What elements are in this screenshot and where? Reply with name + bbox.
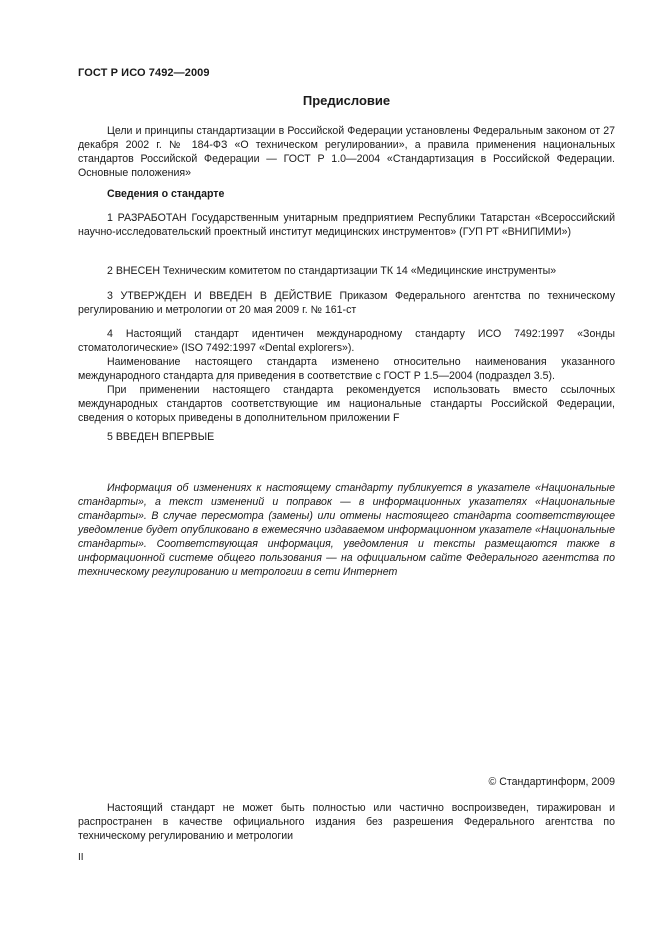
- reproduction-notice: Настоящий стандарт не может быть полностью или частично воспроизведен, тиражирован и распространен в качестве официального издания без разрешения Федерального агентства по техническому регулированию и метрологии: [78, 802, 615, 842]
- title-row: [0, 94, 661, 109]
- item-1-block: [78, 211, 615, 239]
- intro-paragraph: Цели и принципы стандартизации в Российской Федерации установлены Федеральным законом от 27 декабря 2002 г. № 184-ФЗ «О техническом регулировании», а правила применения национальных стандартов Российской Федерации — ГОСТ Р 1.0—2004 «Стандартизация в Российской Федерации. Основные положения»: [78, 125, 615, 179]
- item-1: 1 РАЗРАБОТАН Государственным унитарным предприятием Республики Татарстан «Всероссийский научно-исследовательский проектный институт медицинских инструментов» (ГУП РТ «ВНИПИМИ»): [78, 212, 615, 238]
- item-5: 5 ВВЕДЕН ВПЕРВЫЕ: [107, 431, 215, 443]
- info-notice: Информация об изменениях к настоящему стандарту публикуется в указателе «Национальные стандарты», а текст изменений и поправок — в информационных указателях «Национальные стандарты». В случае пересмотра (замены) или отмены настоящего стандарта соответствующее уведомление будет опубликовано в ежемесячно издаваемом информационном указателе «Национальные стандарты». Соответствующая информация, уведомления и тексты размещаются также в информационной системе общего пользования — на официальном сайте Федерального агентства по техническому регулированию и метрологии в сети Интернет: [78, 482, 615, 578]
- reproduction-notice-block: [78, 801, 615, 843]
- copyright-line: © Стандартинформ, 2009: [488, 776, 615, 788]
- section-heading-block: [78, 187, 615, 201]
- page-title: Предисловие: [302, 93, 391, 108]
- section-heading: Сведения о стандарте: [107, 188, 225, 200]
- page-number: II: [78, 852, 84, 863]
- item-4: 4 Настоящий стандарт идентичен международному стандарту ИСО 7492:1997 «Зонды стоматологические» (ISO 7492:1997 «Dental explorers»).: [78, 328, 615, 354]
- item-5-block: [78, 430, 615, 444]
- item-4-block: [78, 327, 615, 425]
- document-header: ГОСТ Р ИСО 7492—2009: [78, 67, 210, 79]
- item-3: 3 УТВЕРЖДЕН И ВВЕДЕН В ДЕЙСТВИЕ Приказом Федерального агентства по техническому регулированию и метрологии от 20 мая 2009 г. № 161-ст: [78, 290, 615, 316]
- item-4-paragraph-2: Наименование настоящего стандарта изменено относительно наименования указанного международного стандарта для приведения в соответствие с ГОСТ Р 1.5—2004 (подраздел 3.5).: [78, 356, 615, 382]
- item-4-paragraph-3: При применении настоящего стандарта рекомендуется использовать вместо ссылочных международных стандартов соответствующие им национальные стандарты Российской Федерации, сведения о которых приведены в дополнительном приложении F: [78, 384, 615, 424]
- item-2: 2 ВНЕСЕН Техническим комитетом по стандартизации ТК 14 «Медицинские инструменты»: [107, 265, 557, 277]
- intro-block: [78, 124, 615, 180]
- info-notice-block: [78, 481, 615, 579]
- item-2-block: [78, 264, 615, 278]
- item-3-block: [78, 289, 615, 317]
